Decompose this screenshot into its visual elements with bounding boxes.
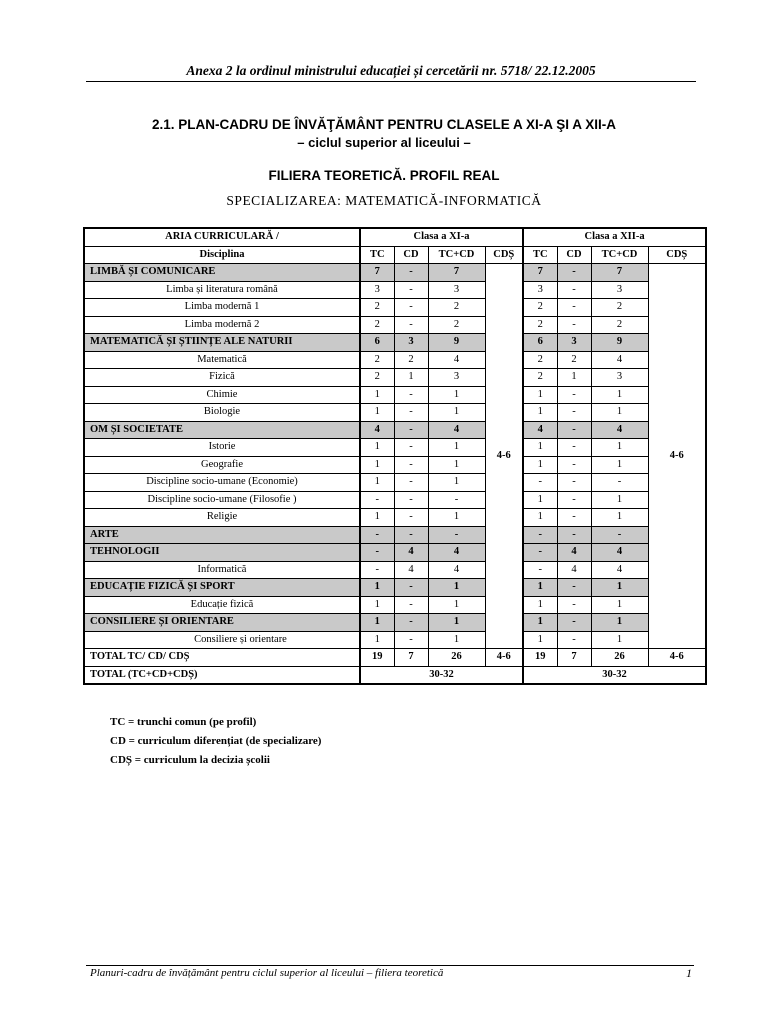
area-name: EDUCAȚIE FIZICĂ ȘI SPORT [84, 579, 360, 597]
table-cell: 7 [523, 264, 557, 282]
total-cell: 4-6 [648, 649, 706, 667]
table-cell: 1 [428, 579, 485, 597]
table-cell: 1 [360, 456, 394, 474]
table-cell: - [394, 596, 428, 614]
table-cell: 2 [428, 316, 485, 334]
table-cell: - [557, 439, 591, 457]
table-cell: 1 [591, 509, 648, 527]
table-row [84, 334, 706, 352]
table-cell: 1 [428, 614, 485, 632]
table-row [84, 281, 706, 299]
table-cell: 1 [591, 596, 648, 614]
table-cell: - [394, 264, 428, 282]
table-cell: - [557, 316, 591, 334]
table-cell: 2 [591, 299, 648, 317]
table-cell: 4 [394, 544, 428, 562]
table-cell: 1 [523, 579, 557, 597]
table-cell: - [557, 299, 591, 317]
table-row [84, 491, 706, 509]
head-class-12: Clasa a XII-a [523, 228, 706, 246]
table-row [84, 526, 706, 544]
table-cell: 7 [591, 264, 648, 282]
area-name: TEHNOLOGII [84, 544, 360, 562]
table-row [84, 561, 706, 579]
table-row [84, 509, 706, 527]
header-rule [86, 81, 696, 82]
discipline-name: Discipline socio-umane (Economie) [84, 474, 360, 492]
legend-item: TC = trunchi comun (pe profil) [110, 716, 257, 728]
table-cell: - [591, 474, 648, 492]
legend-item: CD = curriculum diferențiat (de specializare) [110, 735, 322, 747]
table-cell: - [360, 491, 394, 509]
grand-total-row [84, 666, 706, 684]
discipline-name: Biologie [84, 404, 360, 422]
total-cell: 7 [557, 649, 591, 667]
table-cell: - [394, 579, 428, 597]
table-cell: 4 [557, 544, 591, 562]
col-tc: TC [360, 246, 394, 264]
table-cell: 1 [428, 404, 485, 422]
table-cell: 2 [591, 316, 648, 334]
table-cell: 3 [523, 281, 557, 299]
head-area: ARIA CURRICULARĂ / [84, 228, 360, 246]
table-cell: 4 [523, 421, 557, 439]
col-cds: CDȘ [648, 246, 706, 264]
table-cell: 1 [591, 386, 648, 404]
grand-total-class-12: 30-32 [523, 666, 706, 684]
table-cell: 7 [428, 264, 485, 282]
total-cell: 19 [523, 649, 557, 667]
table-cell: 3 [394, 334, 428, 352]
table-cell: 2 [360, 369, 394, 387]
table-cell: 1 [428, 439, 485, 457]
table-cell: - [394, 439, 428, 457]
table-cell: 1 [523, 386, 557, 404]
page-subtitle: – ciclul superior al liceului – [297, 135, 471, 150]
table-cell: 1 [360, 386, 394, 404]
discipline-name: Limba modernă 2 [84, 316, 360, 334]
table-cell: - [557, 526, 591, 544]
table-cell: 2 [523, 351, 557, 369]
col-cds: CDȘ [485, 246, 523, 264]
col-tccd: TC+CD [428, 246, 485, 264]
table-cell: - [557, 579, 591, 597]
table-cell: 1 [360, 631, 394, 649]
table-cell: 4 [428, 561, 485, 579]
table-cell: 1 [591, 631, 648, 649]
table-cell: 1 [428, 474, 485, 492]
table-cell: - [557, 491, 591, 509]
total-cell: 4-6 [485, 649, 523, 667]
table-row [84, 544, 706, 562]
document-footer: Planuri-cadru de învățământ pentru ciclul superior al liceului – filiera teoretică [90, 967, 444, 979]
table-cell: 4 [428, 421, 485, 439]
discipline-name: Chimie [84, 386, 360, 404]
grand-total-class-11: 30-32 [360, 666, 523, 684]
col-cd: CD [394, 246, 428, 264]
discipline-name: Limba și literatura română [84, 281, 360, 299]
table-cell: - [557, 421, 591, 439]
table-cell: - [394, 316, 428, 334]
table-cell: - [557, 386, 591, 404]
legend-item: CDȘ = curriculum la decizia școlii [110, 754, 270, 766]
table-cell: 9 [591, 334, 648, 352]
table-cell: 4 [591, 544, 648, 562]
specializare-heading: SPECIALIZAREA: MATEMATICĂ-INFORMATICĂ [226, 193, 542, 208]
curriculum-table [83, 227, 707, 685]
table-cell: 1 [591, 456, 648, 474]
area-name: MATEMATICĂ ȘI ȘTIINȚE ALE NATURII [84, 334, 360, 352]
table-cell: 1 [428, 456, 485, 474]
table-cell: 1 [591, 404, 648, 422]
discipline-name: Geografie [84, 456, 360, 474]
table-cell: 2 [360, 351, 394, 369]
table-cell: - [394, 509, 428, 527]
table-row [84, 596, 706, 614]
table-cell: 1 [523, 404, 557, 422]
table-row [84, 631, 706, 649]
table-cell: 4 [428, 351, 485, 369]
table-cell: - [394, 456, 428, 474]
table-row [84, 456, 706, 474]
table-cell: - [394, 404, 428, 422]
table-cell: 1 [591, 614, 648, 632]
table-cell: 1 [428, 596, 485, 614]
table-cell: - [523, 526, 557, 544]
table-cell: 1 [591, 439, 648, 457]
table-cell: 3 [591, 281, 648, 299]
table-cell: 1 [523, 439, 557, 457]
table-cell: 6 [523, 334, 557, 352]
table-cell: 3 [428, 369, 485, 387]
table-cell: 3 [591, 369, 648, 387]
table-cell: - [394, 614, 428, 632]
table-cell: 1 [591, 579, 648, 597]
table-cell: - [557, 264, 591, 282]
table-cell: - [591, 526, 648, 544]
table-cell: 1 [360, 404, 394, 422]
page-number: 1 [686, 966, 692, 980]
table-cell: - [360, 561, 394, 579]
table-cell: - [394, 631, 428, 649]
table-cell: - [557, 474, 591, 492]
table-cell: 1 [360, 509, 394, 527]
table-cell: 1 [360, 614, 394, 632]
table-row [84, 474, 706, 492]
page-title: 2.1. PLAN-CADRU DE ÎNVĂŢĂMÂNT PENTRU CLASELE A XI-A ŞI A XII-A [151, 117, 617, 132]
table-cell: 2 [360, 299, 394, 317]
table-cell: 2 [428, 299, 485, 317]
grand-total-label: TOTAL (TC+CD+CDȘ) [84, 666, 360, 684]
table-row [84, 439, 706, 457]
table-row [84, 351, 706, 369]
table-cell: - [523, 561, 557, 579]
head-class-11: Clasa a XI-a [360, 228, 523, 246]
table-cell: 6 [360, 334, 394, 352]
table-cell: 1 [360, 474, 394, 492]
total-cell: 26 [591, 649, 648, 667]
discipline-name: Consiliere și orientare [84, 631, 360, 649]
table-cell: - [394, 281, 428, 299]
table-cell: - [557, 404, 591, 422]
table-cell: 1 [523, 596, 557, 614]
table-cell: - [394, 421, 428, 439]
footer-rule [86, 965, 694, 966]
table-cell: 1 [523, 456, 557, 474]
table-cell: 1 [591, 491, 648, 509]
table-cell: - [557, 509, 591, 527]
table-cell: - [428, 491, 485, 509]
table-row [84, 369, 706, 387]
table-cell: 7 [360, 264, 394, 282]
table-row [84, 421, 706, 439]
total-cell: 19 [360, 649, 394, 667]
table-cell: - [394, 526, 428, 544]
table-row [84, 579, 706, 597]
discipline-name: Matematică [84, 351, 360, 369]
table-cell: - [557, 281, 591, 299]
discipline-name: Fizică [84, 369, 360, 387]
table-cell: - [428, 526, 485, 544]
table-cell: 4 [557, 561, 591, 579]
total-cell: 26 [428, 649, 485, 667]
table-cell: 1 [523, 491, 557, 509]
discipline-name: Religie [84, 509, 360, 527]
cds-cell-class-12: 4-6 [648, 264, 706, 649]
area-name: LIMBĂ ȘI COMUNICARE [84, 264, 360, 282]
area-name: OM ȘI SOCIETATE [84, 421, 360, 439]
table-cell: - [394, 491, 428, 509]
table-cell: 2 [557, 351, 591, 369]
table-cell: 2 [523, 369, 557, 387]
table-cell: 1 [360, 439, 394, 457]
table-cell: 2 [360, 316, 394, 334]
col-tccd: TC+CD [591, 246, 648, 264]
table-cell: 1 [360, 579, 394, 597]
table-cell: 3 [428, 281, 485, 299]
table-cell: 3 [360, 281, 394, 299]
table-cell: 9 [428, 334, 485, 352]
document-header: Anexa 2 la ordinul ministrului educației și cercetării nr. 5718/ 22.12.2005 [186, 63, 596, 78]
table-row [84, 299, 706, 317]
table-cell: 1 [523, 614, 557, 632]
table-cell: 1 [360, 596, 394, 614]
table-cell: 1 [394, 369, 428, 387]
total-label: TOTAL TC/ CD/ CDȘ [84, 649, 360, 667]
table-cell: - [394, 299, 428, 317]
table-row [84, 316, 706, 334]
area-name: CONSILIERE ȘI ORIENTARE [84, 614, 360, 632]
table-cell: - [360, 544, 394, 562]
table-cell: 4 [394, 561, 428, 579]
table-cell: 2 [523, 316, 557, 334]
discipline-name: Istorie [84, 439, 360, 457]
table-row [84, 386, 706, 404]
table-body [84, 264, 706, 685]
discipline-name: Educație fizică [84, 596, 360, 614]
table-cell: - [394, 386, 428, 404]
table-cell: 4 [591, 421, 648, 439]
table-cell: 1 [523, 631, 557, 649]
table-cell: - [523, 474, 557, 492]
table-row [84, 614, 706, 632]
table-cell: 1 [428, 631, 485, 649]
table-cell: 4 [428, 544, 485, 562]
table-cell: 1 [428, 386, 485, 404]
area-name: ARTE [84, 526, 360, 544]
table-cell: - [394, 474, 428, 492]
table-cell: 4 [360, 421, 394, 439]
table-cell: - [557, 456, 591, 474]
table-cell: - [557, 614, 591, 632]
total-cell: 7 [394, 649, 428, 667]
col-tc: TC [523, 246, 557, 264]
table-cell: 3 [557, 334, 591, 352]
table-cell: 2 [523, 299, 557, 317]
total-row [84, 649, 706, 667]
discipline-name: Discipline socio-umane (Filosofie ) [84, 491, 360, 509]
cds-cell-class-11: 4-6 [485, 264, 523, 649]
table-cell: 1 [523, 509, 557, 527]
table-cell: 4 [591, 351, 648, 369]
table-cell: - [557, 631, 591, 649]
table-cell: - [360, 526, 394, 544]
discipline-name: Limba modernă 1 [84, 299, 360, 317]
table-cell: - [523, 544, 557, 562]
table-cell: 1 [428, 509, 485, 527]
table-row [84, 264, 706, 282]
table-cell: 2 [394, 351, 428, 369]
legend [110, 713, 321, 770]
head-discipline: Disciplina [84, 246, 360, 264]
table-row [84, 404, 706, 422]
table-cell: 4 [591, 561, 648, 579]
filiera-heading: FILIERA TEORETICĂ. PROFIL REAL [268, 168, 500, 183]
discipline-name: Informatică [84, 561, 360, 579]
col-cd: CD [557, 246, 591, 264]
table-cell: - [557, 596, 591, 614]
table-cell: 1 [557, 369, 591, 387]
